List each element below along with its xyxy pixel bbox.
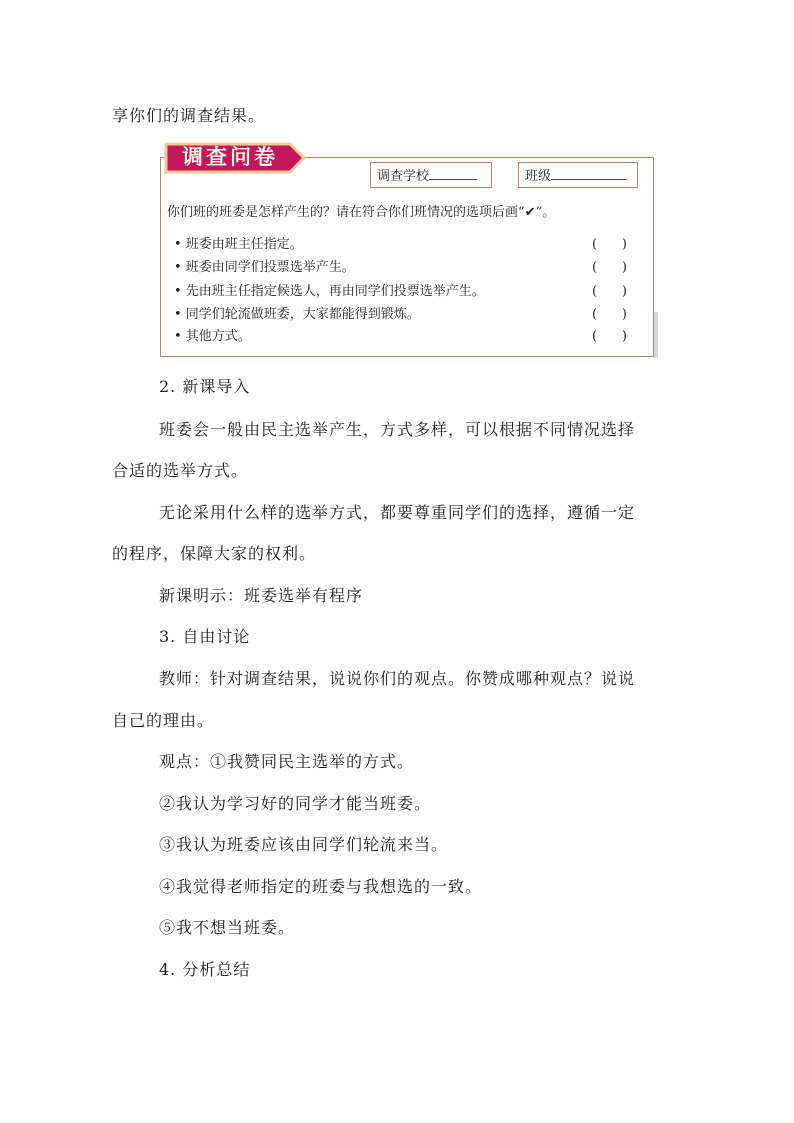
class-blank [551,163,627,180]
paragraph-4b: 自己的理由。 [112,711,215,730]
survey-option-1: • 班委由班主任指定。 [174,237,303,252]
survey-tab-title: 调查问卷 [182,145,278,169]
survey-option-2: • 班委由同学们投票选举产生。 [174,260,355,275]
school-field[interactable] [370,162,492,188]
viewpoint-3: ③我认为班委应该由同学们轮流来当。 [159,835,449,854]
intro-line: 享你们的调查结果。 [112,106,266,125]
answer-paren-4[interactable]: ( ) [592,307,627,322]
paragraph-1a: 班委会一般由民主选举产生，方式多样，可以根据不同情况选择 [159,420,636,439]
paragraph-2b: 的程序，保障大家的权利。 [112,544,317,563]
survey-question [167,204,555,222]
answer-paren-2[interactable]: ( ) [592,260,627,275]
heading-free-discussion: 3. 自由讨论 [159,627,251,646]
heading-analysis-summary: 4. 分析总结 [159,960,251,979]
viewpoint-1: 观点：①我赞同民主选举的方式。 [159,752,415,771]
survey-shadow [654,312,658,358]
answer-paren-3[interactable]: ( ) [592,284,627,299]
survey-option-5: • 其他方式。 [174,329,251,344]
check-mark-icon: ✔ [524,205,536,220]
paragraph-3: 新课明示：班委选举有程序 [159,586,364,605]
school-label: 调查学校 [377,169,430,184]
answer-paren-1[interactable]: ( ) [592,237,627,252]
school-blank [429,163,477,180]
viewpoint-5: ⑤我不想当班委。 [159,918,296,937]
class-field[interactable] [518,162,638,188]
heading-new-lesson: 2. 新课导入 [159,377,251,396]
question-prefix: 你们班的班委是怎样产生的？请在符合你们班情况的选项后画“ [167,205,525,220]
survey-option-4: • 同学们轮流做班委，大家都能得到锻炼。 [174,307,420,322]
class-label: 班级 [525,169,552,184]
answer-paren-5[interactable]: ( ) [592,329,627,344]
paragraph-1b: 合适的选举方式。 [112,461,249,480]
viewpoint-4: ④我觉得老师指定的班委与我想选的一致。 [159,877,483,896]
question-suffix: ”。 [535,205,556,220]
survey-option-3: • 先由班主任指定候选人，再由同学们投票选举产生。 [174,284,485,299]
paragraph-4a: 教师：针对调查结果，说说你们的观点。你赞成哪种观点？说说 [159,669,636,688]
viewpoint-2: ②我认为学习好的同学才能当班委。 [159,794,432,813]
paragraph-2a: 无论采用什么样的选举方式，都要尊重同学们的选择，遵循一定 [159,503,636,522]
